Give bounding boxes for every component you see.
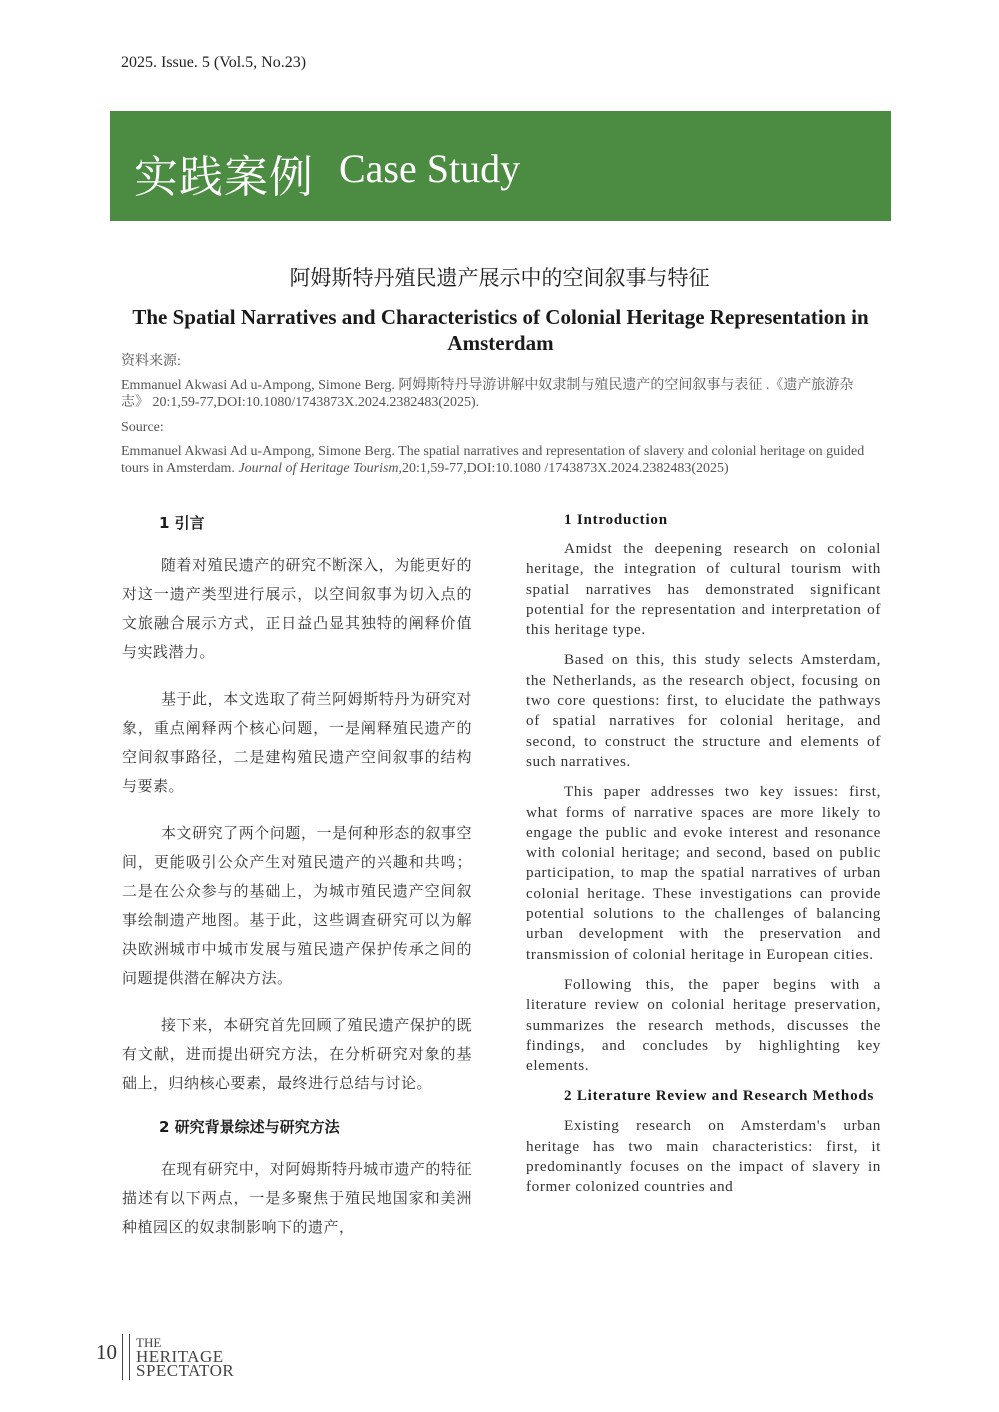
paragraph-zh-4: 接下来，本研究首先回顾了殖民遗产保护的既有文献，进而提出研究方法，在分析研究对象的基础上，归纳核心要素，最终进行总结与讨论。 xyxy=(122,1016,472,1092)
heading-review-en: 2 Literature Review and Research Methods xyxy=(564,1088,875,1105)
source-label-zh: 资料来源: xyxy=(121,354,181,369)
source-text-en-a: Emmanuel Akwasi Ad u-Ampong, Simone Berg. The spatial narratives and representation of slavery and colonial heritage on guided tours in Amsterdam. xyxy=(121,444,865,476)
heading-review-zh: 2 研究背景综述与研究方法 xyxy=(159,1118,340,1136)
paragraph-en-2: Based on this, this study selects Amsterdam, the Netherlands, as the research object, focusing on two core questions: first, to elucidate the pathways of spatial narratives for colonial heritage, and second, to construct the structure and elements of such narratives. xyxy=(526,651,881,770)
heading-intro-en: 1 Introduction xyxy=(564,512,668,528)
source-label-en: Source: xyxy=(121,420,164,435)
column-english xyxy=(526,512,881,1208)
article-title-en: The Spatial Narratives and Characteristics of Colonial Heritage Representation in Amsterdam xyxy=(132,305,869,355)
paragraph-zh-2: 基于此，本文选取了荷兰阿姆斯特丹为研究对象，重点阐释两个核心问题，一是阐释殖民遗产的空间叙事路径，二是建构殖民遗产空间叙事的结构与要素。 xyxy=(122,690,472,795)
source-text-en-b: ,20:1,59-77,DOI:10.1080 /1743873X.2024.2382483(2025) xyxy=(398,461,729,476)
section-banner xyxy=(110,111,891,221)
source-journal: Journal of Heritage Tourism xyxy=(238,461,399,476)
logo-line-1: THE xyxy=(136,1335,162,1350)
paragraph-en-3: This paper addresses two key issues: first, what forms of narrative spaces are more likely to engage the public and evoke interest and resonance with colonial heritage; and second, based on public participation, to map the spatial narratives of urban colonial heritage. These investigations can provide potential solutions to the challenges of balancing urban development with the preservation and transmission of colonial heritage in European cities. xyxy=(526,783,881,963)
paragraph-zh-5: 在现有研究中，对阿姆斯特丹城市遗产的特征描述有以下两点，一是多聚焦于殖民地国家和美洲种植园区的奴隶制影响下的遗产， xyxy=(122,1160,472,1236)
issue-info: 2025. Issue. 5 (Vol.5, No.23) xyxy=(121,54,307,71)
source-text-en xyxy=(121,443,881,477)
journal-logo xyxy=(136,1336,234,1378)
banner-title-zh: 实践案例 xyxy=(134,152,314,203)
column-chinese xyxy=(122,512,472,1260)
article-title-zh: 阿姆斯特丹殖民遗产展示中的空间叙事与特征 xyxy=(289,266,710,290)
paragraph-zh-3: 本文研究了两个问题，一是何种形态的叙事空间，更能吸引公众产生对殖民遗产的兴趣和共鸣；二是在公众参与的基础上，为城市殖民遗产空间叙事绘制遗产地图。基于此，这些调查研究可以为解决欧洲城市中城市发展与殖民遗产保护传承之间的问题提供潜在解决方法。 xyxy=(122,824,472,987)
paragraph-en-1: Amidst the deepening research on colonial heritage, the integration of cultural tourism with spatial narratives has demonstrated significant potential for the representation and interpretation of this heritage type. xyxy=(526,540,881,639)
logo-line-2: HERITAGE xyxy=(136,1347,224,1366)
logo-line-3: SPECTATOR xyxy=(136,1361,235,1380)
footer-divider xyxy=(122,1334,130,1380)
paragraph-zh-1: 随着对殖民遗产的研究不断深入，为能更好的对这一遗产类型进行展示，以空间叙事为切入点的文旅融合展示方式，正日益凸显其独特的阐释价值与实践潜力。 xyxy=(122,556,472,661)
source-text-zh: Emmanuel Akwasi Ad u-Ampong, Simone Berg. 阿姆斯特丹导游讲解中奴隶制与殖民遗产的空间叙事与表征 .《遗产旅游杂志》 20:1,59-77,DOI:10.1080/1743873X.2024.2382483(2025). xyxy=(121,378,854,410)
banner-title-en: Case Study xyxy=(339,146,521,191)
page-number: 10 xyxy=(96,1340,117,1364)
paragraph-en-4: Following this, the paper begins with a literature review on colonial heritage preservation, summarizes the research methods, discusses the findings, and concludes by highlighting key elements. xyxy=(526,975,881,1075)
heading-intro-zh: 1 引言 xyxy=(159,514,205,532)
paragraph-en-5: Existing research on Amsterdam's urban heritage has two main characteristics: first, it predominantly focuses on the impact of slavery in former colonized countries and xyxy=(526,1117,881,1196)
